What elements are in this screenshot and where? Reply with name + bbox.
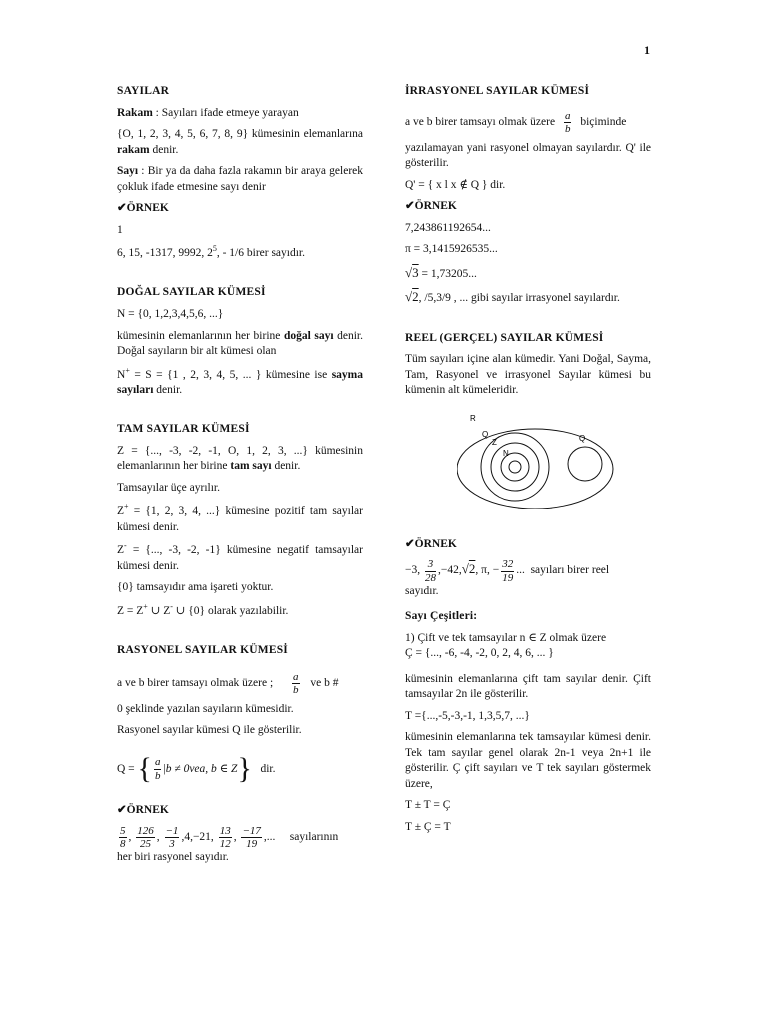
page-number: 1 (644, 43, 650, 57)
irrational-intro: a ve b birer tamsayı olmak üzere $\frac{a}{b}$ biçiminde (405, 109, 627, 135)
section-title-dogal: DOĞAL SAYILAR KÜMESİ (117, 286, 266, 299)
positive-integers: Z+ = {1, 2, 3, 4, ...} kümesine pozitif tam sayılar kümesi denir. (117, 502, 363, 533)
right-column (405, 84, 651, 841)
irrational-example-pi: π = 3,1415926535... (405, 243, 498, 256)
left-column (117, 84, 363, 871)
digits-set: {O, 1, 2, 3, 4, 5, 6, 7, 8, 9} kümesinin elemanlarına rakam denir. (117, 128, 363, 156)
section-title-cesit: Sayı Çeşitleri: (405, 610, 478, 623)
fraction-a-over-b: $\frac{a}{b}$ (293, 670, 299, 696)
counting-numbers: N+ = S = {1 , 2, 3, 4, 5, ... } kümesine ise sayma sayıları denir. (117, 365, 363, 396)
rational-q: Rasyonel sayılar kümesi Q ile gösterilir. (117, 724, 302, 737)
even-definition: kümesinin elemanlarına çift tam sayılar denir. Çift tamsayılar 2n ile gösterilir. (405, 672, 651, 701)
rational-examples-end: her biri rasyonel sayıdır. (117, 850, 229, 863)
venn-label-z: Z (492, 437, 497, 447)
section-title-sayilar: SAYILAR (117, 85, 170, 97)
rakam-definition: Rakam : Sayıları ifade etmeye yarayan (117, 106, 299, 119)
rational-examples: $\frac{5}{8}$ , $\frac{126}{25}$ , $\frac{-1}{3}$ ,4,−21, $\frac{13}{12}$ , $\frac{-17}{19}$ ,... sayılarının (120, 824, 339, 850)
section-title-reel: REEL (GERÇEL) SAYILAR KÜMESİ (405, 331, 604, 344)
parity-item-1: 1) Çift ve tek tamsayılar n ∈ Z olmak üzere (405, 631, 607, 644)
integer-three: Tamsayılar üçe ayrılır. (117, 481, 220, 494)
venn-label-q-prime: Q (579, 433, 586, 443)
venn-label-q: Q (482, 429, 489, 439)
real-examples: −3, $\frac{3}{28}$ ,−42,√2, π, − $\frac{32}{19}$ ... sayıları birer reel (405, 558, 610, 584)
natural-set: N = {0, 1,2,3,4,5,6, ...} (117, 307, 224, 320)
irrational-example-sqrt3: √3 = 1,73205... (405, 264, 477, 280)
zero-note: {0} tamsayıdır ama işareti yoktur. (117, 581, 274, 594)
irrational-intro-end: yazılamayan yani rasyonel olmayan sayılardır. Q' ile gösterilir. (405, 141, 651, 170)
odd-set: T ={...,-5,-3,-1, 1,3,5,7, ...} (405, 709, 530, 722)
section-title-rasyonel: RASYONEL SAYILAR KÜMESİ (117, 644, 288, 657)
rational-set-notation: Q = { $\frac{a}{b}$ |b ≠ 0vea, b ∈ Z} dir. (117, 751, 276, 785)
rational-intro-end: 0 şeklinde yazılan sayıların kümesidir. (117, 702, 294, 715)
example-label: ✔ÖRNEK (405, 537, 457, 550)
negative-integers: Z- = {..., -3, -2, -1} kümesine negatif tamsayılar kümesi denir. (117, 541, 363, 572)
example-line-2: 6, 15, -1317, 9992, $2^5$, - 1/6 birer sayıdır. (117, 244, 305, 259)
irrational-example-1: 7,243861192654... (405, 221, 491, 234)
section-title-tam: TAM SAYILAR KÜMESİ (117, 423, 250, 436)
section-title-irrasyonel: İRRASYONEL SAYILAR KÜMESİ (405, 85, 590, 97)
odd-definition: kümesinin elemanlarına tek tamsayılar kümesi denir. Tek tam sayılar genel olarak 2n-1 veya 2n+1 ile gösterilir. Ç çift sayıları ve T tek sayıları göstermek üzere, (405, 731, 651, 790)
venn-label-r: R (470, 413, 476, 423)
venn-label-n: N (503, 448, 509, 458)
rule-odd-odd: T ± T = Ç (405, 799, 451, 812)
example-label: ✔ÖRNEK (117, 804, 169, 817)
example-line-1: 1 (117, 223, 123, 236)
real-examples-end: sayıdır. (405, 584, 439, 597)
rule-odd-even: T ± Ç = T (405, 820, 451, 833)
integer-union: Z = Z+ ∪ Z- ∪ {0} olarak yazılabilir. (117, 601, 289, 617)
sayi-definition: Sayı : Bir ya da daha fazla rakamın bir araya gelerek çokluk ifade etmesine sayı denir (117, 165, 363, 193)
number-sets-venn-diagram (457, 409, 627, 509)
integer-set: Z = {..., -3, -2, -1, O, 1, 2, 3, ...} kümesinin elemanlarının her birine tam sayı denir. (117, 444, 363, 473)
irrational-example-sqrt2: √2, /5,3/9 , ... gibi sayılar irrasyonel sayılardır. (405, 289, 620, 305)
real-definition: Tüm sayıları içine alan kümedir. Yani Doğal, Sayma, Tam, Rasyonel ve irrasyonel Sayılar kümesi bu kümenin alt kümeleridir. (405, 353, 651, 397)
irrational-qprime: Q' = { x l x ∉ Q } dir. (405, 178, 506, 191)
natural-definition: kümesinin elemanlarının her birine doğal sayı denir. Doğal sayıların bir alt kümesi olan (117, 329, 363, 358)
even-set: Ç = {..., -6, -4, -2, 0, 2, 4, 6, ... } (405, 647, 554, 660)
example-label: ✔ÖRNEK (117, 202, 169, 215)
rational-intro: a ve b birer tamsayı olmak üzere ; $\frac{a}{b}$ ve b # (117, 670, 339, 696)
example-label: ✔ÖRNEK (405, 200, 457, 213)
